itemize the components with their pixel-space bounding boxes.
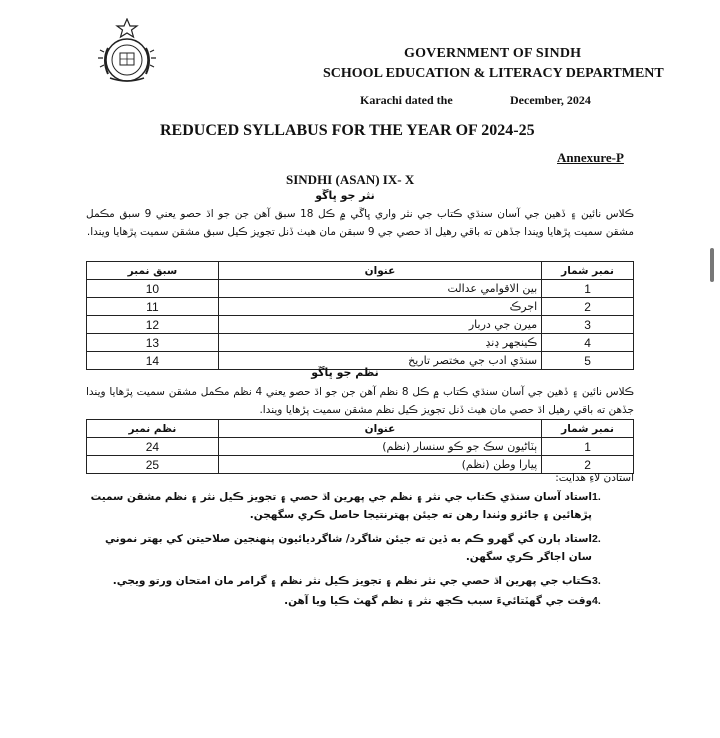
poetry-heading: نظم جو ڀاڱو	[311, 366, 379, 379]
title-cell: ڪينجهر ڍنڍ	[218, 334, 541, 352]
title-cell: ميرن جي دربار	[218, 316, 541, 334]
title-cell: سنڌي ادب جي مختصر تاريخ	[218, 352, 541, 370]
poem-cell: 25	[87, 456, 219, 474]
document-title: REDUCED SYLLABUS FOR THE YEAR OF 2024-25	[160, 122, 535, 139]
item-text: ڪتاب جي پهرين اڌ حصي جي نثر نظم ۽ تجويز ڪيل نثر نظم ۽ گرامر مان امتحان ورتو ويجي.	[112, 575, 592, 587]
item-text: وقت جي گهٽتائيءَ سبب ڪجھ نثر ۽ نظم گهٽ ڪيا ويا آهن.	[284, 595, 592, 607]
lesson-cell: 11	[87, 298, 219, 316]
annexure-label: Annexure-P	[557, 150, 624, 165]
item-text: استاد ٻارن کي گهرو ڪم به ڏين ته جيئن شاگرد/ شاگرديائيون پنهنجين صلاحيتن کي بهتر نموني سان اجاگر ڪري سگهن.	[105, 533, 592, 563]
date-value: December, 2024	[510, 93, 591, 107]
item-number: 3.	[592, 575, 601, 587]
lesson-cell: 12	[87, 316, 219, 334]
table-row	[87, 334, 634, 352]
column-header-title: عنوان	[218, 420, 541, 438]
serial-cell: 4	[542, 334, 634, 352]
department-heading: SCHOOL EDUCATION & LITERACY DEPARTMENT	[323, 66, 664, 81]
table-row	[87, 298, 634, 316]
column-header-serial: نمبر شمار	[542, 262, 634, 280]
table-header-row	[87, 420, 634, 438]
table-row	[87, 456, 634, 474]
list-item	[86, 530, 614, 566]
table-row	[87, 280, 634, 298]
item-number: 2.	[592, 533, 601, 545]
serial-cell: 5	[542, 352, 634, 370]
scrollbar-thumb[interactable]	[710, 248, 714, 282]
instructions-heading: استادن لاءِ هدايت:	[555, 472, 634, 484]
government-seal-logo	[96, 18, 158, 84]
item-number: 4.	[592, 595, 601, 607]
poetry-paragraph: ڪلاس نائين ۽ ڏهين جي آسان سنڌي ڪتاب ۾ ڪل 8 نظم آهن جن جو اڌ حصو يعني 4 نظم مڪمل مشقن سميت پڙهايا ويندا جڏهن ته باقي رهيل اڌ حصي مان هيٺ ڏنل تجويز ڪيل نظم مشقن سميت پڙهايا ويندا.	[86, 386, 635, 416]
serial-cell: 3	[542, 316, 634, 334]
government-heading: GOVERNMENT OF SINDH	[404, 46, 582, 61]
column-header-lesson: سبق نمبر	[87, 262, 219, 280]
item-text: استاد آسان سنڌي ڪتاب جي نثر ۽ نظم جي پهرين اڌ حصي ۽ تجويز ڪيل نثر ۽ نظم مشقن سميت پڙهائين ۽ جائزو وٺندا رهن ته جيئن ٻهترنتيجا حاصل ڪري سگهجن.	[90, 491, 592, 521]
serial-cell: 2	[542, 298, 634, 316]
list-item	[86, 572, 614, 590]
list-item	[86, 488, 614, 524]
title-cell: پيارا وطن (نظم)	[218, 456, 541, 474]
table-header-row	[87, 262, 634, 280]
lesson-cell: 13	[87, 334, 219, 352]
serial-cell: 1	[542, 280, 634, 298]
poem-cell: 24	[87, 438, 219, 456]
column-header-title: عنوان	[218, 262, 541, 280]
dated-label: Karachi dated the	[360, 93, 453, 107]
list-item	[86, 592, 614, 610]
table-row	[87, 316, 634, 334]
column-header-poem: نظم نمبر	[87, 420, 219, 438]
title-cell: اجرڪ	[218, 298, 541, 316]
prose-lessons-table	[86, 261, 634, 370]
column-header-serial: نمبر شمار	[542, 420, 634, 438]
poetry-lessons-table	[86, 419, 634, 474]
title-cell: بين الاقوامي عدالت	[218, 280, 541, 298]
item-number: 1.	[592, 491, 601, 503]
lesson-cell: 14	[87, 352, 219, 370]
title-cell: ٻٽاڻيون سڪ جو ڪو سنسار (نظم)	[218, 438, 541, 456]
prose-heading: نثر جو ڀاڱو	[315, 189, 375, 202]
lesson-cell: 10	[87, 280, 219, 298]
prose-paragraph: ڪلاس نائين ۽ ڏهين جي آسان سنڌي ڪتاب جي نثر واري ڀاڱي ۾ ڪل 18 سبق آهن جن جو اڌ حصو يعني 9 سبق مڪمل مشقن سميت پڙهايا ويندا جڏهن ته باقي رهيل اڌ حصي جي 9 سبقن مان هيٺ ڏنل تجويز ڪيل سبق مشقن سميت پڙهايا ويندا.	[86, 208, 634, 238]
serial-cell: 1	[542, 438, 634, 456]
serial-cell: 2	[542, 456, 634, 474]
instructions-list	[86, 488, 614, 610]
table-row	[87, 438, 634, 456]
subject-heading: SINDHI (ASAN) IX- X	[286, 172, 415, 187]
